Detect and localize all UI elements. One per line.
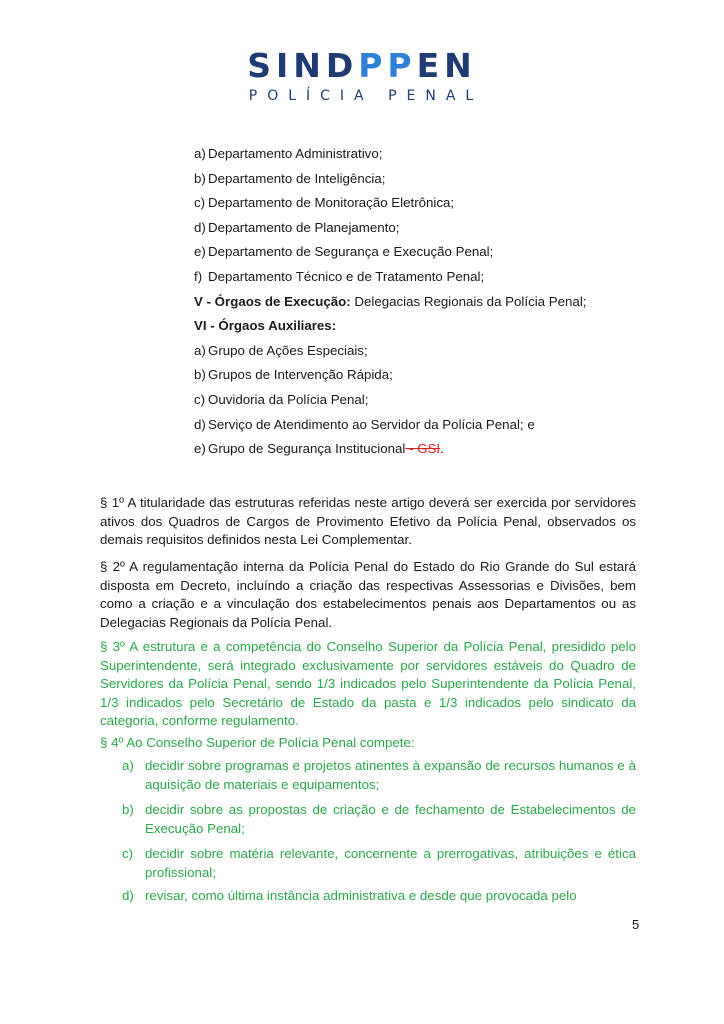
sindppen-logo [0, 46, 724, 104]
list-item: d) Departamento de Planejamento; [194, 219, 400, 235]
competence-item: b) decidir sobre as propostas de criação e de fechamento de Estabelecimentos de Execução Penal; [122, 802, 636, 836]
list-item: a) Grupo de Ações Especiais; [194, 342, 368, 358]
struck-text: - GSI [405, 441, 441, 457]
list-item: d) Serviço de Atendimento ao Servidor da Polícia Penal; e [194, 416, 535, 432]
list-item: c) Ouvidoria da Polícia Penal; [194, 391, 369, 407]
list-item: e) Grupo de Segurança Institucional - GSI. [194, 441, 444, 457]
logo-wordmark: SINDPPEN [247, 46, 477, 85]
paragraph-4: § 4º Ao Conselho Superior de Polícia Penal compete: [100, 735, 415, 750]
list-item: e) Departamento de Segurança e Execução Penal; [194, 244, 494, 260]
logo-subtitle: POLÍCIA PENAL [248, 88, 484, 104]
list-item: f) Departamento Técnico e de Tratamento Penal; [194, 268, 485, 284]
section-v: V - Órgaos de Execução: Delegacias Regionais da Polícia Penal; [194, 293, 587, 309]
list-item: b) Grupos de Intervenção Rápida; [194, 367, 393, 383]
paragraph-2: § 2º A regulamentação interna da Polícia Penal do Estado do Rio Grande do Sul estará disposta em Decreto, incluíndo a criação das respectivas Assessorias e Divisões, bem como a criação e a vinculação dos estabelecimentos penais aos Departamentos ou as Delegacias Regionais da Polícia Penal. [100, 559, 636, 630]
paragraph-3: § 3º A estrutura e a competência do Conselho Superior da Polícia Penal, presidido pelo Superintendente, será integrado exclusivamente por servidores estáveis do Quadro de Servidores da Polícia Penal, sendo 1/3 indicados pelo Superintendente da Polícia Penal, 1/3 indicados pelo Secretário de Estado da pasta e 1/3 indicados pelo sindicato da categoria, conforme regulamento. [100, 639, 636, 729]
list-item: c) Departamento de Monitoração Eletrônica; [194, 195, 455, 211]
competence-item: a) decidir sobre programas e projetos atinentes à expansão de recursos humanos e à aquisição de materiais e equipamentos; [122, 758, 636, 792]
competence-item: d) revisar, como última instância administrativa e desde que provocada pelo [122, 888, 577, 903]
page-number: 5 [632, 917, 640, 932]
structure-list [194, 142, 654, 462]
competence-item: c) decidir sobre matéria relevante, concernente a prerrogativas, atribuições e ética profissional; [122, 846, 636, 880]
section-vi-heading: VI - Órgaos Auxiliares: [194, 318, 337, 334]
list-item: a) Departamento Administrativo; [194, 146, 383, 161]
list-item: b) Departamento de Inteligência; [194, 170, 386, 186]
paragraph-1: § 1º A titularidade das estruturas referidas neste artigo deverá ser exercida por servidores ativos dos Quadros de Cargos de Provimento Efetivo da Polícia Penal, observados os demais requisitos definidos nesta Lei Complementar. [100, 495, 636, 548]
